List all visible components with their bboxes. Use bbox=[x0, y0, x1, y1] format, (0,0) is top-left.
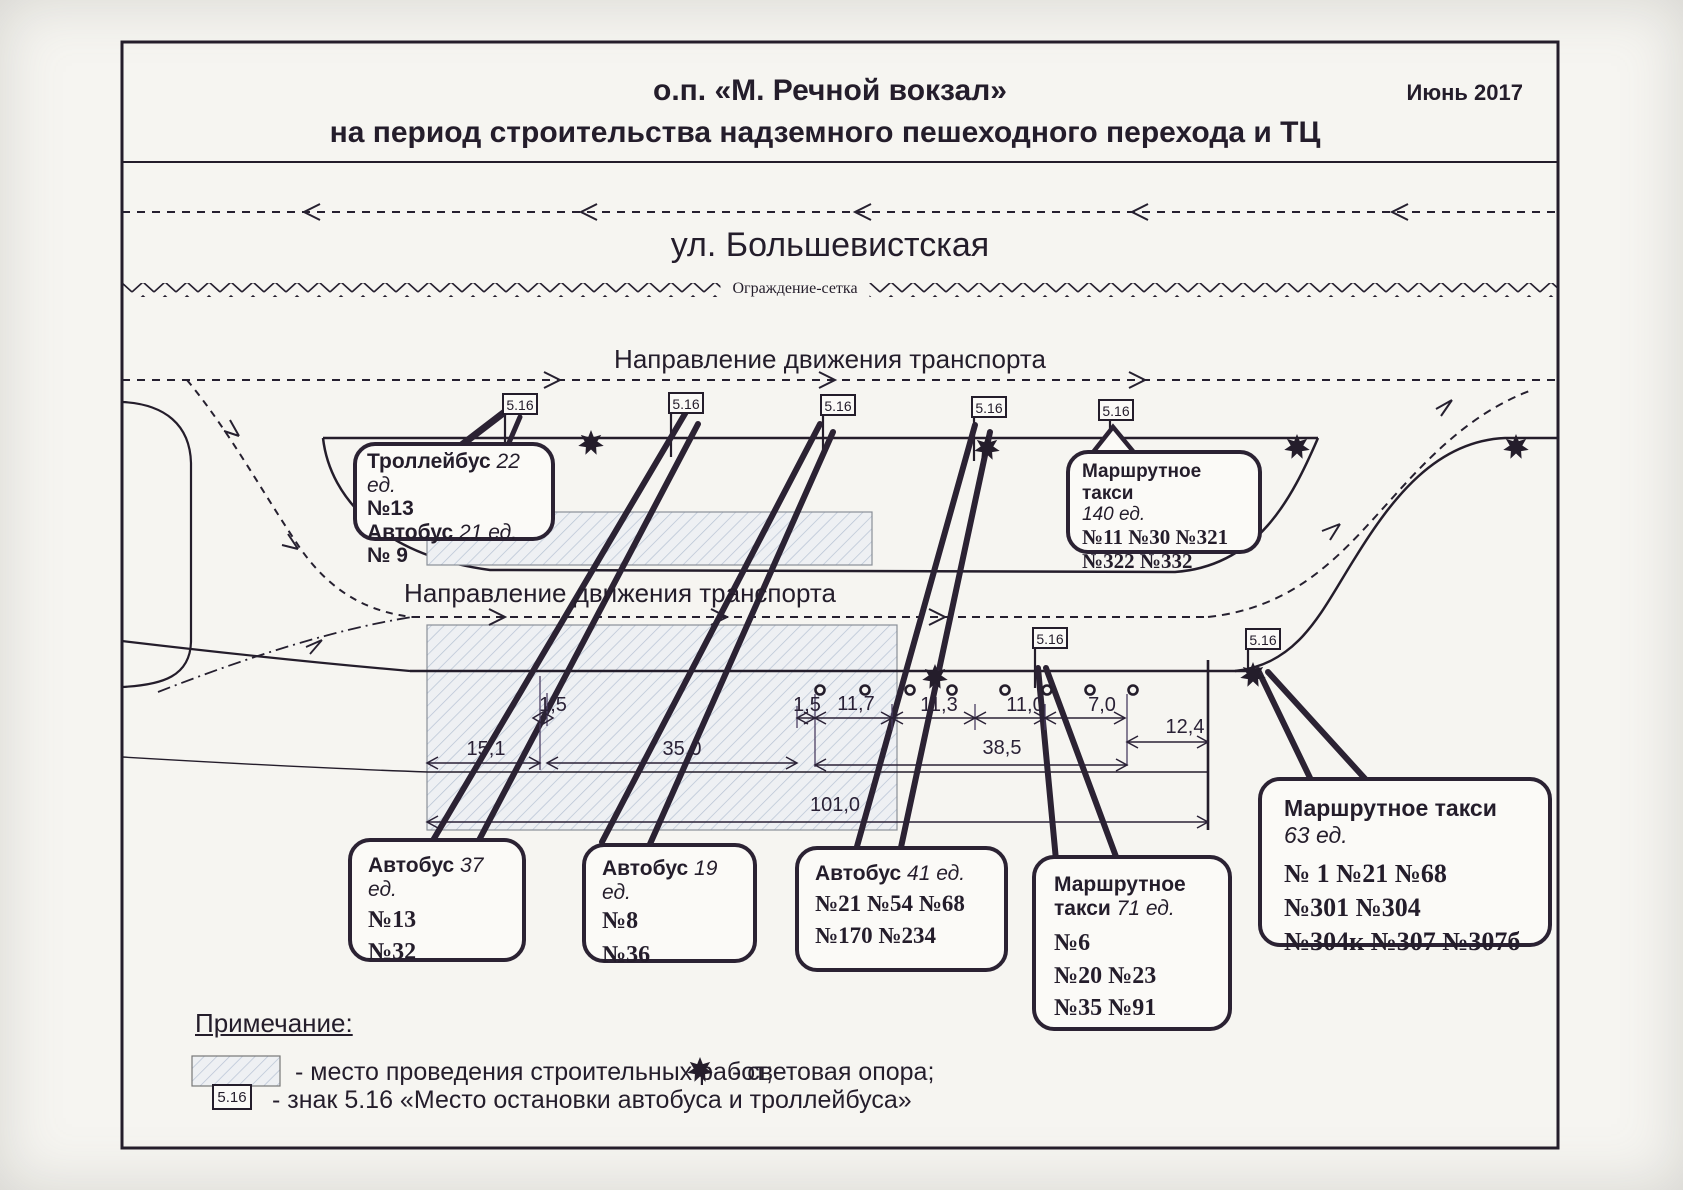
route-numbers: №20 №23 bbox=[1054, 962, 1157, 989]
sign-516-plate: 5.16 bbox=[820, 394, 856, 416]
route-numbers: №32 bbox=[368, 939, 417, 966]
dim-11-3: 11,3 bbox=[920, 694, 958, 716]
route-numbers: №8 bbox=[602, 908, 639, 934]
route-count: 140 ед. bbox=[1082, 504, 1146, 526]
route-type: Маршрутное такси bbox=[1082, 461, 1202, 504]
route-type: Автобус bbox=[815, 862, 902, 885]
legend-construction-label: - место проведения строительных работ; bbox=[295, 1058, 774, 1086]
route-count: 37 ед. bbox=[368, 854, 484, 901]
page-title: о.п. «М. Речной вокзал» bbox=[653, 74, 1007, 107]
dim-101-0: 101,0 bbox=[809, 794, 861, 816]
route-numbers: №301 №304 bbox=[1284, 892, 1421, 922]
callout-bus-19 bbox=[582, 843, 757, 968]
page-subtitle: на период строительства надземного пешеходного перехода и ТЦ bbox=[329, 116, 1321, 149]
route-numbers: №35 №91 bbox=[1054, 995, 1157, 1022]
route-numbers: №170 №234 bbox=[815, 923, 936, 949]
street-name: ул. Большевистская bbox=[670, 226, 990, 264]
route-number: №13 bbox=[367, 497, 414, 521]
page-frame bbox=[122, 42, 1558, 1148]
direction-label-upper: Направление движения транспорта bbox=[614, 344, 1046, 374]
dim-7-0: 7,0 bbox=[1088, 694, 1116, 716]
callout-bus-41 bbox=[795, 846, 1008, 972]
route-count: 21 ед. bbox=[459, 520, 518, 544]
westbound-centerline bbox=[122, 204, 1558, 220]
sign-516-plate: 5.16 bbox=[668, 392, 704, 414]
route-type: Автобус bbox=[367, 520, 454, 544]
dim-11-0: 11,0 bbox=[1006, 694, 1044, 716]
route-count: 41 ед. bbox=[907, 862, 966, 885]
sign-516-plate: 5.16 bbox=[502, 393, 538, 415]
route-count: 19 ед. bbox=[602, 857, 718, 904]
route-type: такси bbox=[1054, 897, 1111, 921]
callout-marshrutka-71 bbox=[1032, 855, 1232, 1031]
route-numbers: №304к №307 №307б bbox=[1284, 926, 1521, 956]
sign-516-plate: 5.16 bbox=[1032, 627, 1068, 649]
sign-516-plate: 5.16 bbox=[971, 396, 1007, 418]
route-numbers: №13 bbox=[368, 907, 417, 933]
dim-35-0: 35,0 bbox=[662, 738, 702, 760]
route-count: 63 ед. bbox=[1284, 822, 1348, 848]
callout-marshrutka-63 bbox=[1258, 777, 1552, 956]
legend-light-pole-label: - световая опора; bbox=[732, 1058, 935, 1086]
callout-bus-37 bbox=[348, 838, 526, 966]
legend-heading: Примечание: bbox=[195, 1008, 353, 1038]
dim-11-7: 11,7 bbox=[837, 693, 875, 715]
route-numbers: №322 №332 bbox=[1082, 548, 1193, 573]
legend-sign-516-plate: 5.16 bbox=[212, 1084, 252, 1110]
dim-1-5-left: 1,5 bbox=[539, 694, 567, 716]
route-numbers: №11 №30 №321 bbox=[1082, 524, 1229, 549]
dim-38-5: 38,5 bbox=[982, 737, 1022, 759]
merge-s-curve bbox=[1235, 438, 1558, 671]
callout-marshrutka-140 bbox=[1066, 450, 1262, 573]
fence-label: Ограждение-сетка bbox=[720, 280, 869, 298]
route-type: Маршрутное bbox=[1054, 873, 1186, 896]
route-numbers: № 1 №21 №68 bbox=[1284, 859, 1447, 888]
route-type: Автобус bbox=[602, 857, 689, 880]
dim-1-5-right: 1,5 bbox=[793, 694, 821, 716]
legend-sign-516-label: - знак 5.16 «Место остановки автобуса и троллейбуса» bbox=[272, 1086, 912, 1114]
legend-construction-swatch bbox=[192, 1056, 280, 1086]
callout-trolleybus-bus9 bbox=[353, 442, 555, 568]
sign-516-plate: 5.16 bbox=[1245, 628, 1281, 650]
dim-15-1: 15,1 bbox=[466, 738, 506, 760]
route-number: № 9 bbox=[367, 544, 408, 568]
route-numbers: №21 №54 №68 bbox=[815, 891, 965, 916]
route-count: 22 ед. bbox=[367, 450, 520, 497]
sign-516-plate: 5.16 bbox=[1098, 399, 1134, 421]
date-label: Июнь 2017 bbox=[1406, 80, 1523, 105]
route-count: 71 ед. bbox=[1116, 897, 1175, 921]
route-type: Маршрутное такси bbox=[1284, 795, 1497, 821]
left-approach-edge bbox=[122, 641, 410, 671]
route-numbers: №6 bbox=[1054, 930, 1091, 957]
route-numbers: №36 bbox=[602, 941, 651, 968]
route-type: Троллейбус bbox=[367, 450, 491, 473]
dim-12-4: 12,4 bbox=[1165, 716, 1205, 738]
route-type: Автобус bbox=[368, 854, 455, 877]
direction-label-lower: Направление движения транспорта bbox=[404, 578, 836, 608]
